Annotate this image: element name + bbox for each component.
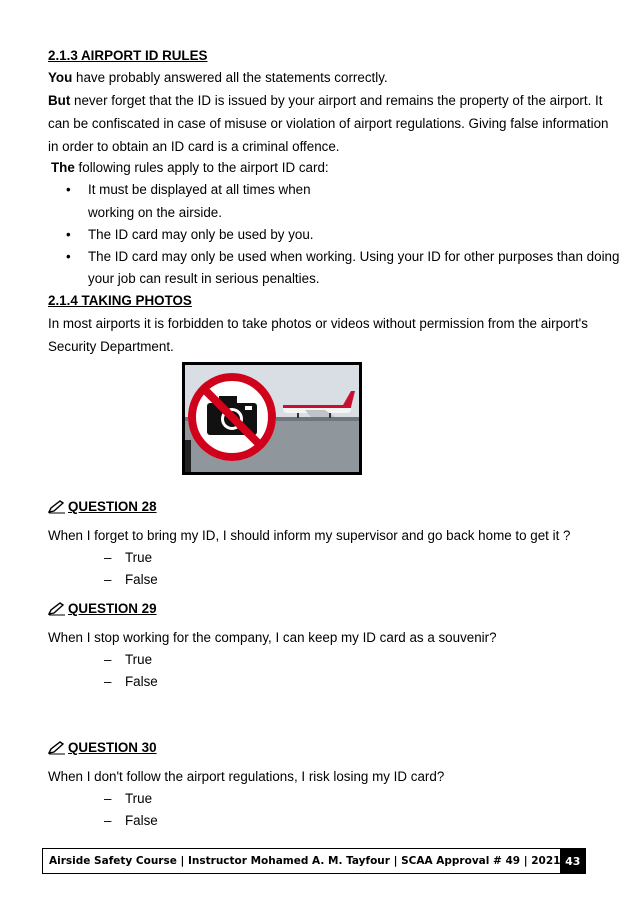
question-29-option-true: – True (104, 652, 153, 667)
paragraph-3: The following rules apply to the airport ID card: (51, 160, 329, 175)
pencil-icon (48, 500, 66, 514)
no-photography-image (182, 362, 362, 475)
bullet-marker: • (66, 249, 71, 264)
question-29-text: When I stop working for the company, I can keep my ID card as a souvenir? (48, 630, 497, 645)
paragraph-2-line-2: can be confiscated in case of misuse or violation of airport regulations. Giving false information (48, 116, 609, 131)
section-heading-taking-photos: 2.1.4 TAKING PHOTOS (48, 293, 192, 308)
question-30-option-true: – True (104, 791, 153, 806)
page-footer (42, 848, 586, 874)
bullet-item-1-continuation: working on the airside. (88, 205, 222, 220)
question-30-heading: QUESTION 30 (48, 740, 157, 756)
paragraph-1: You have probably answered all the statements correctly. (48, 70, 388, 85)
question-30-option-false: – False (104, 813, 158, 828)
bullet-marker: • (66, 182, 71, 197)
paragraph-2-line-3: in order to obtain an ID card is a criminal offence. (48, 139, 340, 154)
question-29-heading: QUESTION 29 (48, 601, 157, 617)
bullet-item-3: • The ID card may only be used when working. Using your ID for other purposes than doing (66, 249, 620, 264)
paragraph-2-line-1: But never forget that the ID is issued by your airport and remains the property of the airport. It (48, 93, 603, 108)
photos-paragraph-line-1: In most airports it is forbidden to take photos or videos without permission from the airport's (48, 316, 588, 331)
photos-paragraph-line-2: Security Department. (48, 339, 174, 354)
bullet-item-1: • It must be displayed at all times when (66, 182, 311, 197)
section-heading-airport-id-rules: 2.1.3 AIRPORT ID RULES (48, 48, 208, 63)
question-28-option-false: – False (104, 572, 158, 587)
question-28-text: When I forget to bring my ID, I should inform my supervisor and go back home to get it ? (48, 528, 571, 543)
question-30-text: When I don't follow the airport regulations, I risk losing my ID card? (48, 769, 445, 784)
question-28-heading: QUESTION 28 (48, 499, 157, 515)
bullet-item-2: • The ID card may only be used by you. (66, 227, 314, 242)
pencil-icon (48, 741, 66, 755)
bullet-item-3-continuation: your job can result in serious penalties. (88, 271, 320, 286)
question-28-option-true: – True (104, 550, 153, 565)
pencil-icon (48, 602, 66, 616)
footer-text: Airside Safety Course | Instructor Mohamed A. M. Tayfour | SCAA Approval # 49 | 2021 (49, 855, 561, 867)
no-camera-sign-icon (185, 365, 359, 472)
bullet-marker: • (66, 227, 71, 242)
question-29-option-false: – False (104, 674, 158, 689)
page-number: 43 (560, 849, 585, 873)
